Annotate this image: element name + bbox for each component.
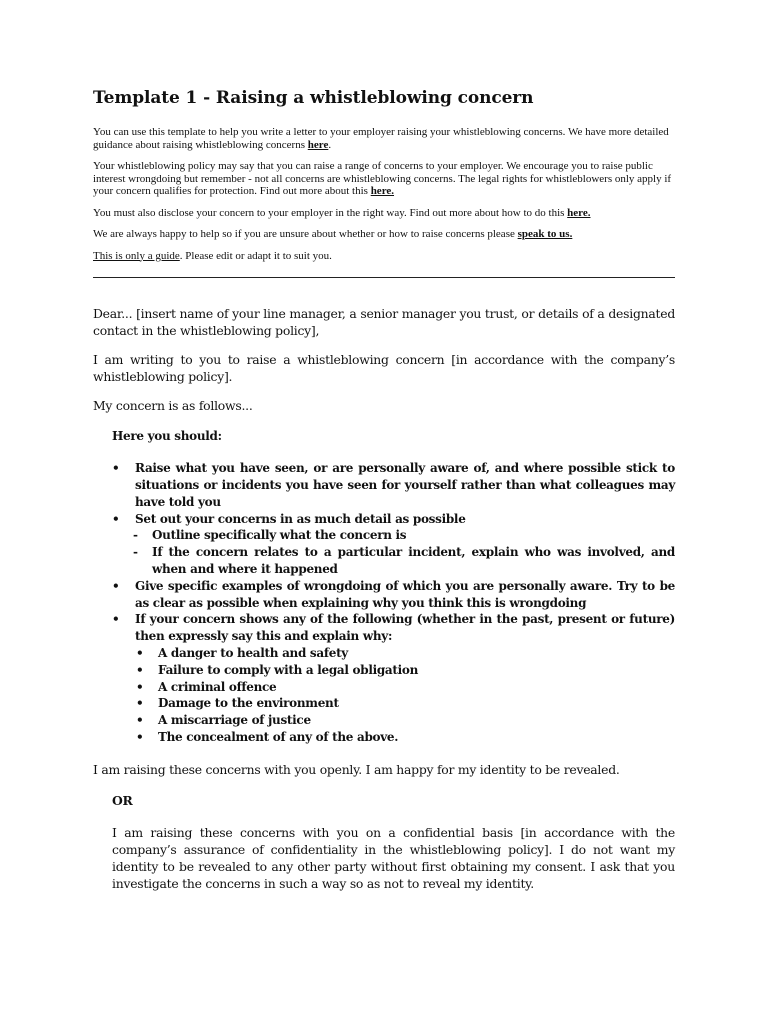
only-a-guide-text: This is only a guide	[93, 249, 180, 262]
list-item-text: Set out your concerns in as much detail as possible	[135, 511, 466, 526]
document-title: Template 1 - Raising a whistleblowing concern	[93, 88, 534, 108]
intro-section	[93, 126, 675, 262]
list-item: • Damage to the environment	[112, 695, 675, 712]
openly-paragraph: I am raising these concerns with you openly. I am happy for my identity to be revealed.	[93, 761, 620, 777]
intro-paragraph-5	[93, 250, 675, 263]
document-page	[93, 88, 675, 893]
intro-paragraph-3	[93, 207, 675, 220]
intro-paragraph-1	[93, 126, 675, 151]
guidance-link[interactable]: here	[307, 138, 329, 151]
intro-text-1: You can use this template to help you write a letter to your employer raising your whistleblowing concerns. We have more detailed guidance about raising whistleblowing concerns	[93, 126, 669, 151]
wrongdoing-types-list	[112, 645, 675, 746]
section-divider	[93, 277, 675, 278]
speak-to-us-link[interactable]: speak to us.	[517, 228, 573, 240]
list-item: • A danger to health and safety	[112, 645, 675, 662]
list-item: • A criminal offence	[112, 679, 675, 696]
list-item	[112, 611, 675, 645]
list-item	[112, 460, 675, 510]
intro-text-3: You must also disclose your concern to your employer in the right way. Find out more about how to do this	[93, 206, 568, 219]
guidance-section	[112, 428, 675, 746]
concern-intro: My concern is as follows...	[93, 398, 253, 413]
intro-text-2: Your whistleblowing policy may say that you can raise a range of concerns to your employer. We encourage you to raise public interest wrongdoing but remember - not all concerns are whistleblowing concerns. The legal rights for whistleblowers only apply if your concern qualifies for protection. Find out more about this	[93, 160, 672, 197]
confidential-paragraph: I am raising these concerns with you on a confidential basis [in accordance with the company’s assurance of confidentiality in the whistleblowing policy]. I do not want my identity to be revealed to any other party without first obtaining my consent. I ask that you investigate the concerns in such a way so as not to reveal my identity.	[112, 825, 675, 891]
list-item: • A miscarriage of justice	[112, 712, 675, 729]
intro-paragraph-4	[93, 228, 675, 241]
list-item	[112, 511, 675, 578]
or-label: OR	[112, 792, 133, 808]
list-item: - If the concern relates to a particular incident, explain who was involved, and when and where it happened	[135, 544, 675, 578]
list-item: • The concealment of any of the above.	[112, 729, 675, 746]
list-item-text: Raise what you have seen, or are personally aware of, and where possible stick to situations or incidents you have seen for yourself rather than what colleagues may have told you	[135, 461, 675, 509]
detail-list	[135, 527, 675, 577]
protection-link[interactable]: here.	[370, 185, 395, 197]
list-item-text: If your concern shows any of the following (whether in the past, present or future) then expressly say this and explain why:	[135, 612, 675, 644]
salutation: Dear... [insert name of your line manager, a senior manager you trust, or details of a designated contact in the whistleblowing policy],	[93, 306, 675, 338]
opening-paragraph: I am writing to you to raise a whistleblowing concern [in accordance with the company’s whistleblowing policy].	[93, 352, 675, 384]
list-item-text: Give specific examples of wrongdoing of which you are personally aware. Try to be as clear as possible when explaining why you think this is wrongdoing	[135, 578, 675, 610]
guidance-list	[112, 460, 675, 645]
list-item: • Failure to comply with a legal obligation	[112, 662, 675, 679]
intro-text-5: . Please edit or adapt it to suit you.	[179, 249, 332, 262]
guidance-heading: Here you should:	[112, 428, 222, 443]
list-item: - Outline specifically what the concern is	[135, 527, 675, 544]
letter-body	[93, 306, 675, 415]
how-to-disclose-link[interactable]: here.	[567, 206, 591, 219]
list-item	[112, 578, 675, 612]
intro-text-4: We are always happy to help so if you are unsure about whether or how to raise concerns please	[93, 228, 518, 240]
identity-section	[93, 762, 675, 893]
intro-paragraph-2	[93, 160, 675, 198]
intro-text-1-end: .	[328, 138, 332, 151]
